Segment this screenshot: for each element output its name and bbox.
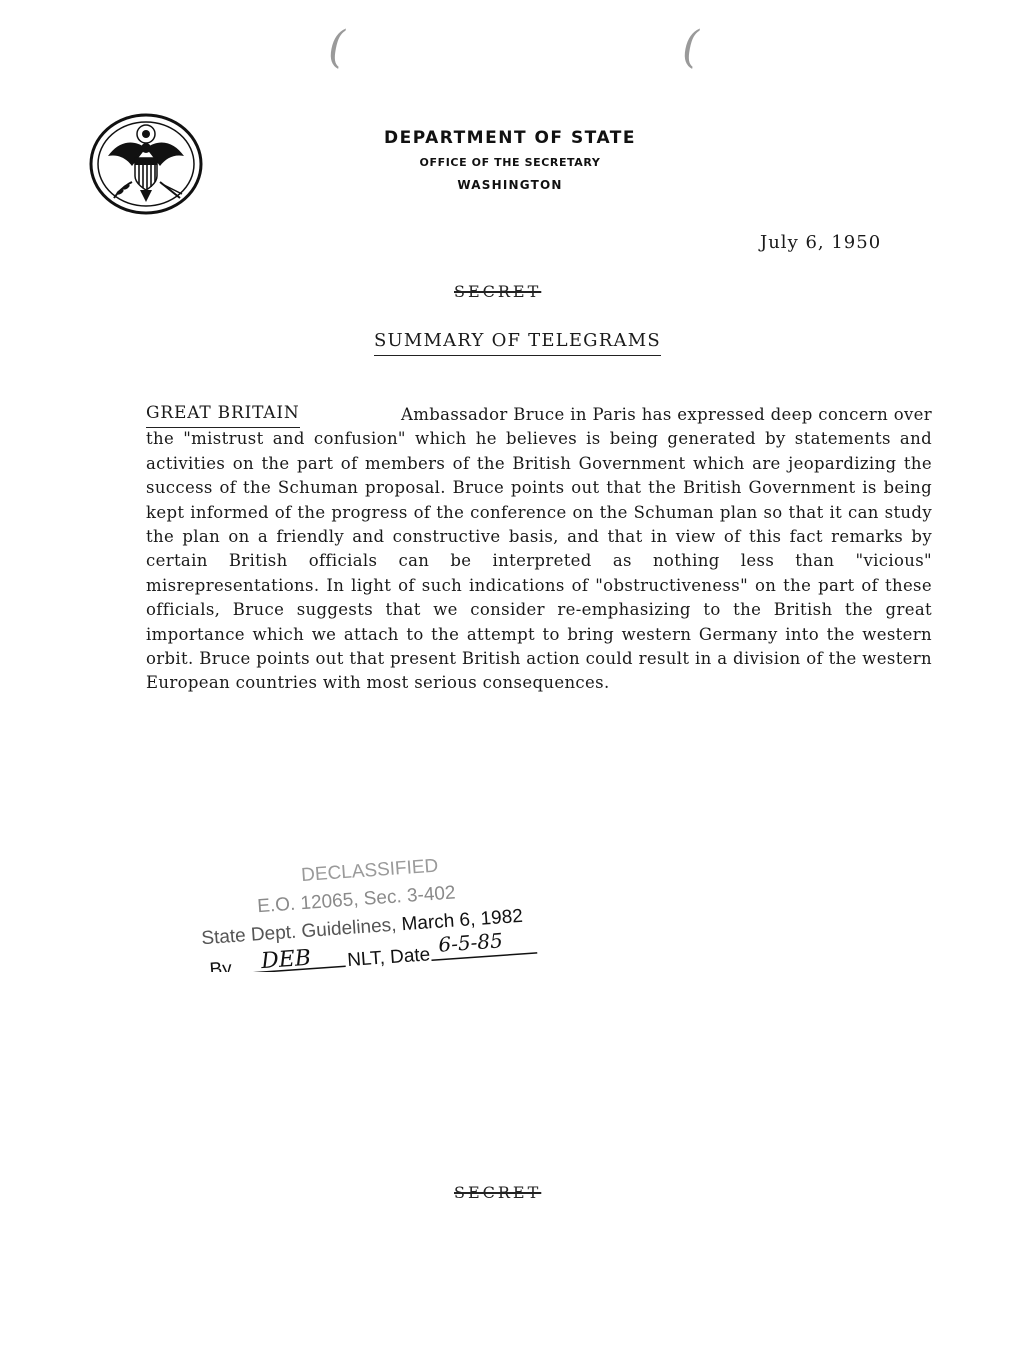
letterhead (340, 128, 680, 192)
great-seal-eagle-icon (88, 112, 204, 216)
document-date: July 6, 1950 (760, 232, 882, 253)
stamp-line-eo: E.O. 12065, Sec. 3-402 (256, 882, 457, 918)
stamp-handwritten-date: 6-5-85 (437, 928, 504, 957)
classification-marking-bottom: SECRET (454, 1183, 542, 1202)
department-name: DEPARTMENT OF STATE (383, 128, 637, 148)
stamp-nlt-label: NLT, Date (346, 944, 431, 972)
declassification-stamp (196, 852, 556, 972)
section-body (146, 403, 932, 696)
section-body-text: Ambassador Bruce in Paris has expressed deep concern over the "mistrust and confusion" which he believes is being generated by statements and activities on the part of members of the British Government which are jeopardizing the success of the Schuman proposal. Bruce points out that the British Government is being kept informed of the progress of the conference on the Schuman plan so that it can study the plan on a friendly and constructive basis, and that in view of this fact remarks by certain British officials can be interpreted as nothing less than "vicious" misrepresentations. In light of such indications of "obstructiveness" on the part of these officials, Bruce suggests that we consider re-emphasizing to the British the great importance which we attach to the attempt to bring western Germany into the western orbit. Bruce points out that present British action could result in a division of the western European countries with most serious consequences. (146, 405, 932, 693)
office-name: OFFICE OF THE SECRETARY (419, 156, 601, 169)
classification-marking-top: SECRET (454, 282, 542, 301)
stamp-guidelines-date: March 6, 1982 (400, 905, 524, 936)
punch-hole-mark-right: ( (682, 22, 700, 73)
document-heading: SUMMARY OF TELEGRAMS (374, 330, 661, 356)
stamp-guidelines-prefix: State Dept. Guidelines, (200, 914, 403, 950)
stamp-line-declassified: DECLASSIFIED (300, 855, 439, 887)
section-label: GREAT BRITAIN (146, 403, 300, 428)
office-city: WASHINGTON (457, 178, 563, 192)
punch-hole-mark-left: ( (328, 22, 346, 73)
stamp-initials-signature: DEB (260, 945, 312, 972)
stamp-by-label: By (208, 958, 233, 972)
